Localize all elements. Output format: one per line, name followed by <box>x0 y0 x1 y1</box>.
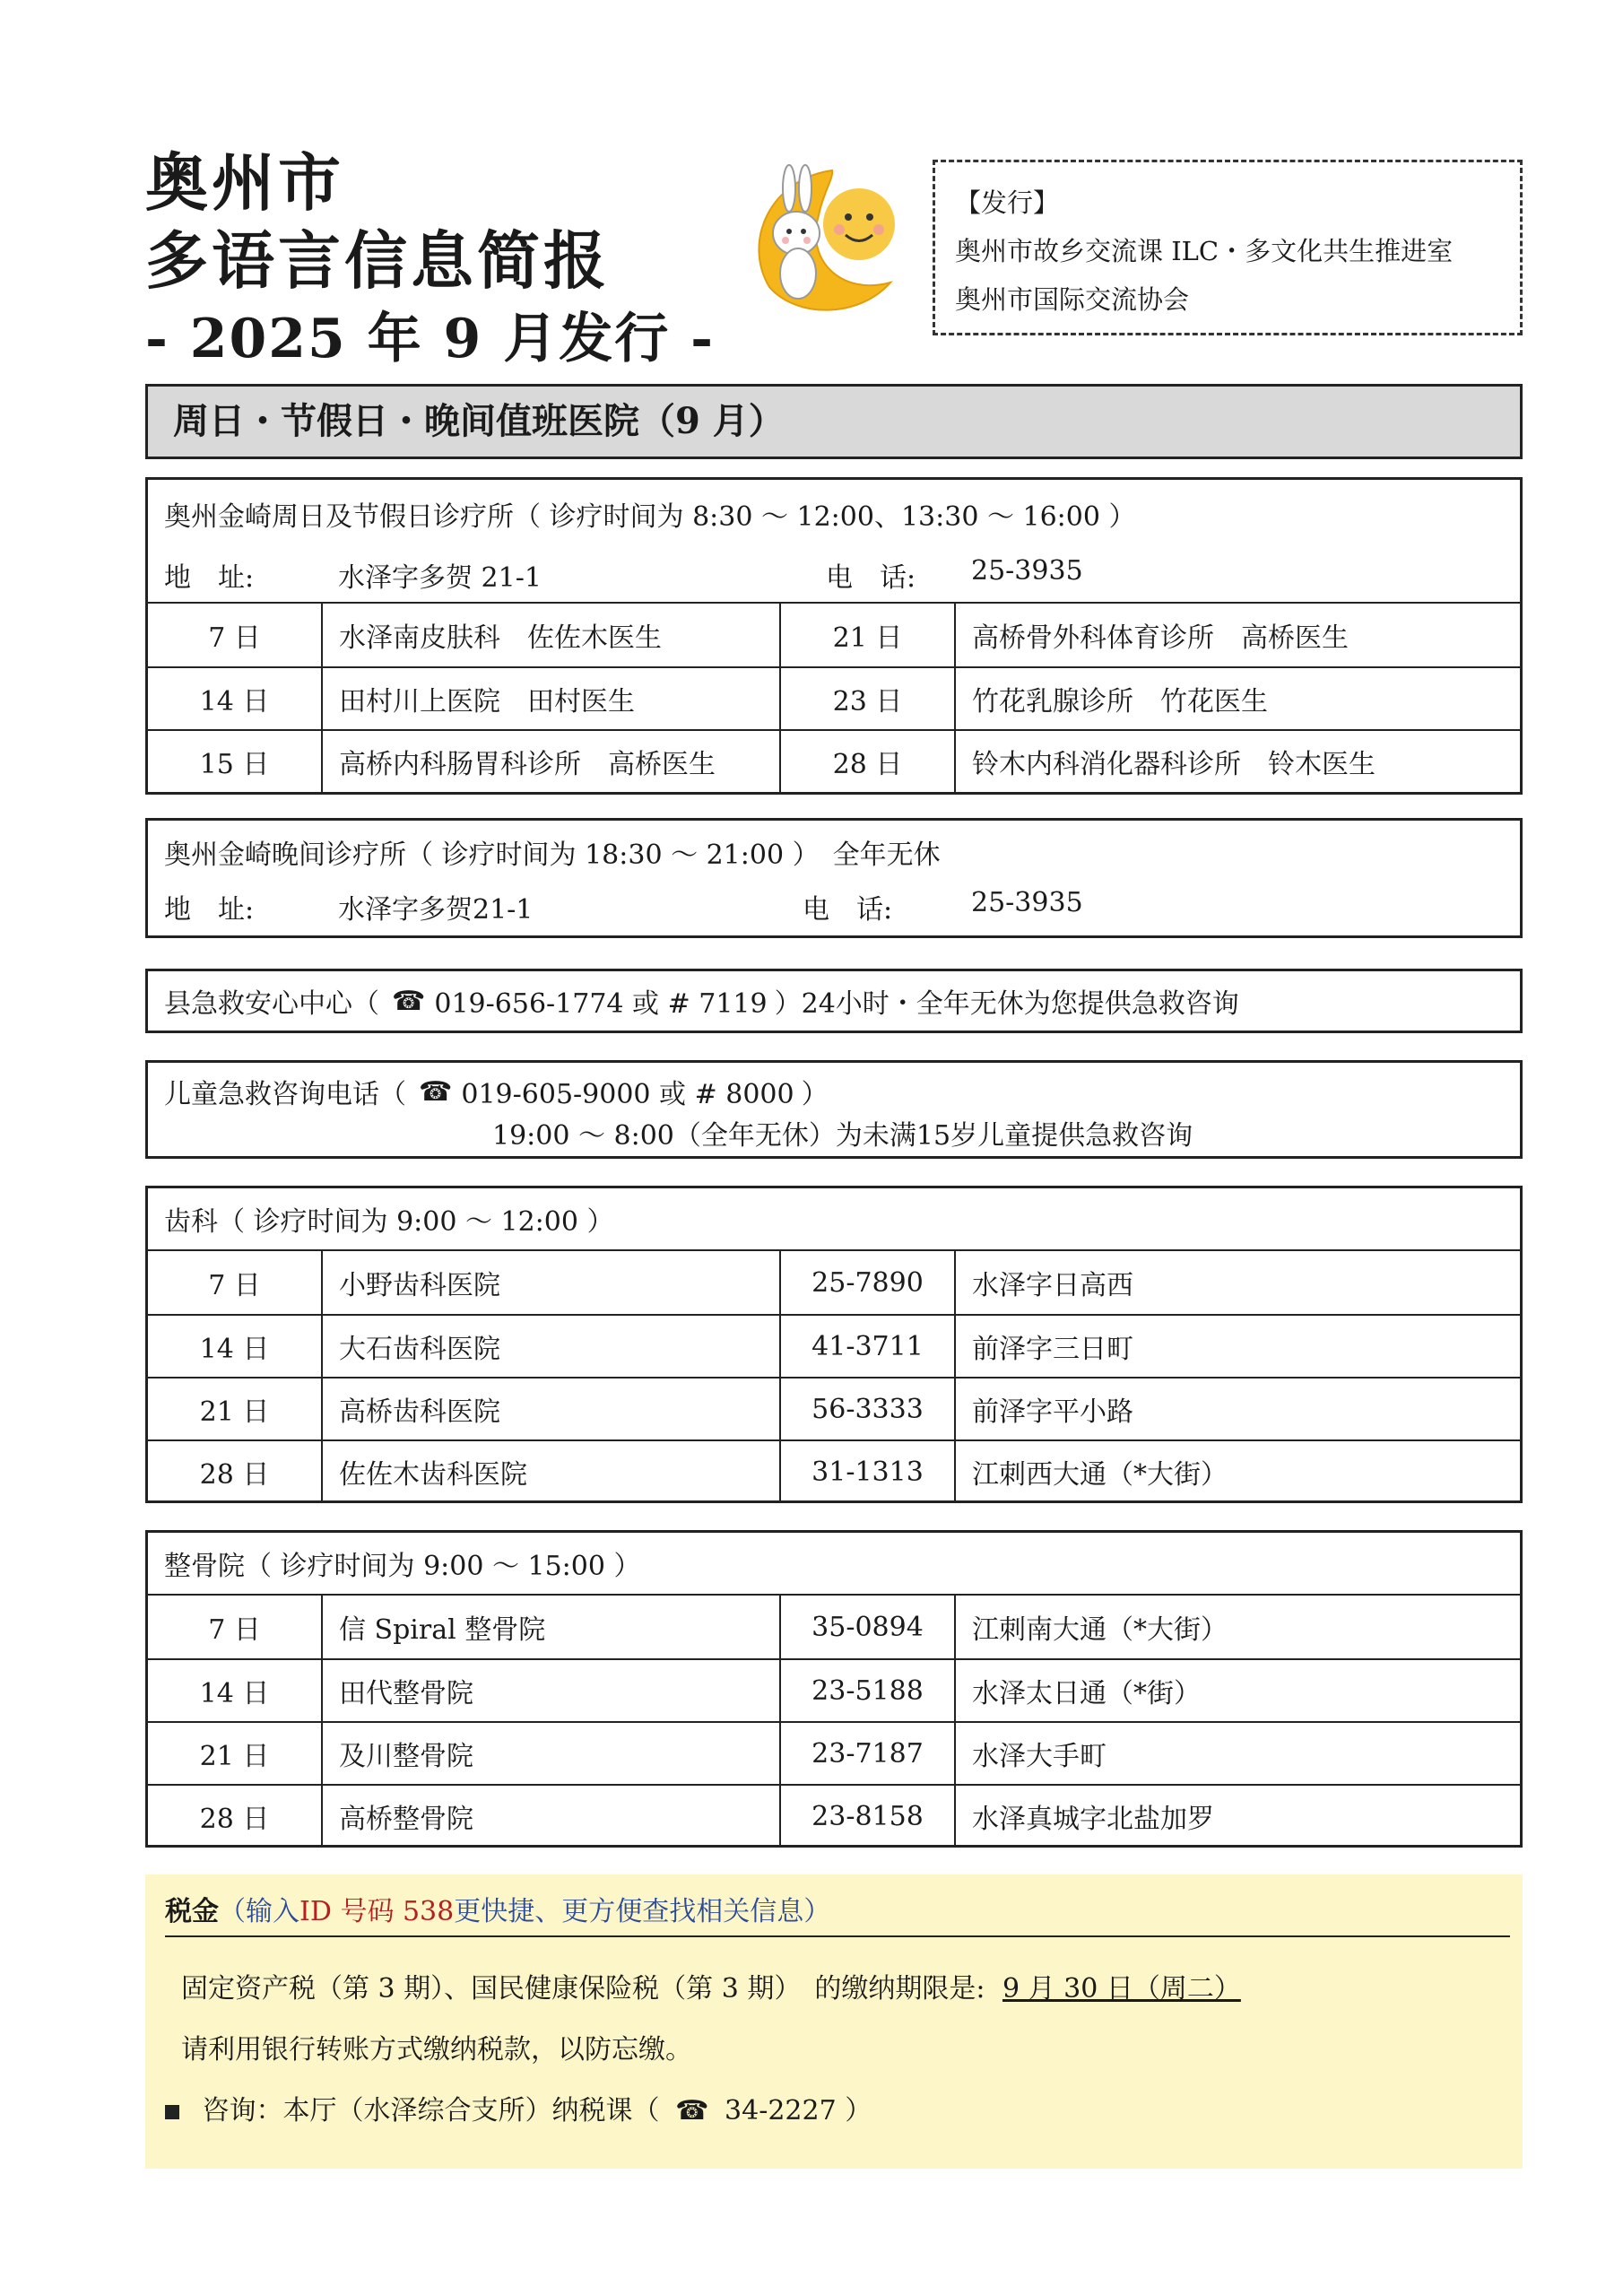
dental-table <box>148 1249 1520 1502</box>
date-cell: 14 日 <box>199 686 270 718</box>
table-row <box>148 1251 1520 1314</box>
date-cell: 21 日 <box>199 1396 270 1428</box>
tax-reminder: 请利用银行转账方式缴纳税款，以防忘缴。 <box>181 2034 692 2066</box>
table-row <box>148 1314 1520 1377</box>
emergency-phone: 019-656-1774 或 # 7119 <box>434 988 768 1020</box>
child-emergency-phone: 019-605-9000 或 # 8000 <box>461 1079 794 1110</box>
address-cell: 江刺南大通（*大街） <box>954 1596 1520 1658</box>
child-emergency-hours: 19:00 ～ 8:00（全年无休）为未满15岁儿童提供急救咨询 <box>492 1120 1193 1152</box>
telephone-icon: ☎ <box>675 2095 709 2126</box>
clinic-cell: 小野齿科医院 <box>321 1251 779 1314</box>
date-cell: 28 日 <box>779 731 954 792</box>
clinic-cell: 佐佐木齿科医院 <box>321 1441 779 1502</box>
phone-label: 电 话: <box>826 562 916 594</box>
tax-inquiry-close: ） <box>845 2095 872 2126</box>
emergency-box <box>145 969 1523 1033</box>
tax-inquiry-text: 咨询：本厅（水泽综合支所）纳税课（ <box>202 2095 660 2126</box>
square-bullet-icon <box>165 2105 179 2119</box>
table-row <box>148 1596 1520 1658</box>
clinic-cell: 铃木内科消化器科诊所 铃木医生 <box>954 731 1520 792</box>
newsletter-city: 奥州市 <box>145 145 344 220</box>
date-cell: 21 日 <box>199 1741 270 1772</box>
address-value: 水泽字多贺 21-1 <box>338 562 542 594</box>
osteo-title: 整骨院（ 诊疗时间为 9:00 ～ 15:00 ） <box>164 1551 641 1582</box>
osteo-table <box>148 1594 1520 1847</box>
dental-box <box>145 1186 1523 1503</box>
emergency-center-name: 县急救安心中心（ <box>164 988 379 1020</box>
table-row <box>148 1377 1520 1439</box>
child-emergency-line2-wrap <box>148 1113 1520 1152</box>
table-row <box>148 1784 1520 1847</box>
clinic-cell: 高桥骨外科体育诊所 高桥医生 <box>954 604 1520 666</box>
tax-hint-after: 更快捷、更方便查找相关信息） <box>454 1896 831 1927</box>
child-emergency-line1 <box>148 1063 1520 1113</box>
address-cell: 水泽字日高西 <box>954 1251 1520 1314</box>
phone-cell: 56-3333 <box>779 1378 954 1439</box>
tax-deadline-date: 9 月 30 日（周二） <box>1002 1973 1241 2005</box>
date-cell: 14 日 <box>199 1334 270 1365</box>
table-row <box>148 1721 1520 1784</box>
date-cell: 28 日 <box>199 1459 270 1491</box>
tax-inquiry-phone: 34-2227 <box>725 2095 837 2126</box>
newsletter-title: 多语言信息简报 <box>145 223 610 298</box>
child-emergency-box <box>145 1060 1523 1159</box>
holiday-schedule <box>148 602 1520 792</box>
clinic-cell: 高桥整骨院 <box>321 1786 779 1847</box>
date-cell: 23 日 <box>779 668 954 729</box>
clinic-cell: 及川整骨院 <box>321 1723 779 1784</box>
table-row <box>148 1439 1520 1502</box>
date-cell: 14 日 <box>199 1678 270 1709</box>
clinic-cell: 竹花乳腺诊所 竹花医生 <box>954 668 1520 729</box>
issue-date: - 2025 年 9 月发行 - <box>145 308 715 370</box>
child-emergency-name: 儿童急救咨询电话（ <box>164 1079 406 1110</box>
phone-value: 25-3935 <box>971 555 1083 587</box>
tax-title: 税金 <box>165 1896 219 1927</box>
phone-cell: 23-7187 <box>779 1723 954 1784</box>
address-label: 地 址: <box>164 562 255 594</box>
night-clinic-box <box>145 818 1523 938</box>
osteo-box <box>145 1530 1523 1848</box>
clinic-cell: 田村川上医院 田村医生 <box>321 668 779 729</box>
phone-cell: 25-7890 <box>779 1251 954 1314</box>
address-cell: 水泽大手町 <box>954 1723 1520 1784</box>
tax-box <box>145 1874 1523 2169</box>
publisher-box <box>933 160 1523 335</box>
tax-hint-before: （输入 <box>219 1896 299 1927</box>
date-cell: 7 日 <box>208 1270 261 1301</box>
phone-cell: 31-1313 <box>779 1441 954 1502</box>
publisher-line1: 奥州市故乡交流课 ILC・多文化共生推进室 <box>955 236 1454 266</box>
address-cell: 前泽字平小路 <box>954 1378 1520 1439</box>
date-cell: 7 日 <box>208 1614 261 1646</box>
section-title: 周日・节假日・晚间值班医院（9 月） <box>145 384 1523 459</box>
night-clinic-info <box>148 883 1520 937</box>
tax-deadline-line <box>181 1966 1241 2005</box>
emergency-note: ）24小时・全年无休为您提供急救咨询 <box>774 988 1239 1020</box>
tax-hint-id: ID 号码 538 <box>299 1896 455 1927</box>
date-cell: 7 日 <box>208 622 261 654</box>
holiday-clinic-info <box>148 548 1520 602</box>
address-cell: 江刺西大通（*大街） <box>954 1441 1520 1502</box>
dental-title: 齿科（ 诊疗时间为 9:00 ～ 12:00 ） <box>164 1206 614 1238</box>
publisher-line2: 奥州市国际交流协会 <box>955 284 1190 315</box>
clinic-cell: 大石齿科医院 <box>321 1316 779 1377</box>
phone-cell: 35-0894 <box>779 1596 954 1658</box>
date-cell: 15 日 <box>199 749 270 780</box>
tax-inquiry <box>165 2088 872 2127</box>
date-cell: 21 日 <box>779 604 954 666</box>
clinic-cell: 信 Spiral 整骨院 <box>321 1596 779 1658</box>
clinic-cell: 高桥齿科医院 <box>321 1378 779 1439</box>
table-row <box>148 604 1520 666</box>
night-clinic-title: 奥州金崎晚间诊疗所（ 诊疗时间为 18:30 ～ 21:00 ） 全年无休 <box>164 839 941 871</box>
telephone-icon: ☎ <box>392 985 426 1017</box>
table-row <box>148 1658 1520 1721</box>
clinic-cell: 水泽南皮肤科 佐佐木医生 <box>321 604 779 666</box>
address-cell: 水泽太日通（*街） <box>954 1660 1520 1721</box>
publisher-label: 【发行】 <box>955 187 1060 218</box>
child-emergency-close: ） <box>801 1079 829 1110</box>
clinic-cell: 田代整骨院 <box>321 1660 779 1721</box>
holiday-clinic-box <box>145 477 1523 795</box>
clinic-cell: 高桥内科肠胃科诊所 高桥医生 <box>321 731 779 792</box>
date-cell: 28 日 <box>199 1804 270 1835</box>
phone-label: 电 话: <box>803 894 893 926</box>
phone-cell: 41-3711 <box>779 1316 954 1377</box>
tax-header <box>165 1874 1510 1937</box>
address-cell: 前泽字三日町 <box>954 1316 1520 1377</box>
telephone-icon: ☎ <box>419 1075 453 1108</box>
address-value: 水泽字多贺21-1 <box>338 894 534 926</box>
phone-cell: 23-5188 <box>779 1660 954 1721</box>
phone-value: 25-3935 <box>971 887 1083 918</box>
emergency-line <box>148 971 1520 1031</box>
tax-deadline-text: 固定资产税（第 3 期）、国民健康保险税（第 3 期） 的缴纳期限是: <box>181 1973 985 2005</box>
address-label: 地 址: <box>164 894 255 926</box>
holiday-clinic-title: 奥州金崎周日及节假日诊疗所（ 诊疗时间为 8:30 ～ 12:00、13:30 ～ 16:00 ） <box>164 501 1136 533</box>
table-row <box>148 729 1520 792</box>
table-row <box>148 666 1520 729</box>
phone-cell: 23-8158 <box>779 1786 954 1847</box>
address-cell: 水泽真城字北盐加罗 <box>954 1786 1520 1847</box>
rabbit-moon-icon <box>733 161 913 323</box>
